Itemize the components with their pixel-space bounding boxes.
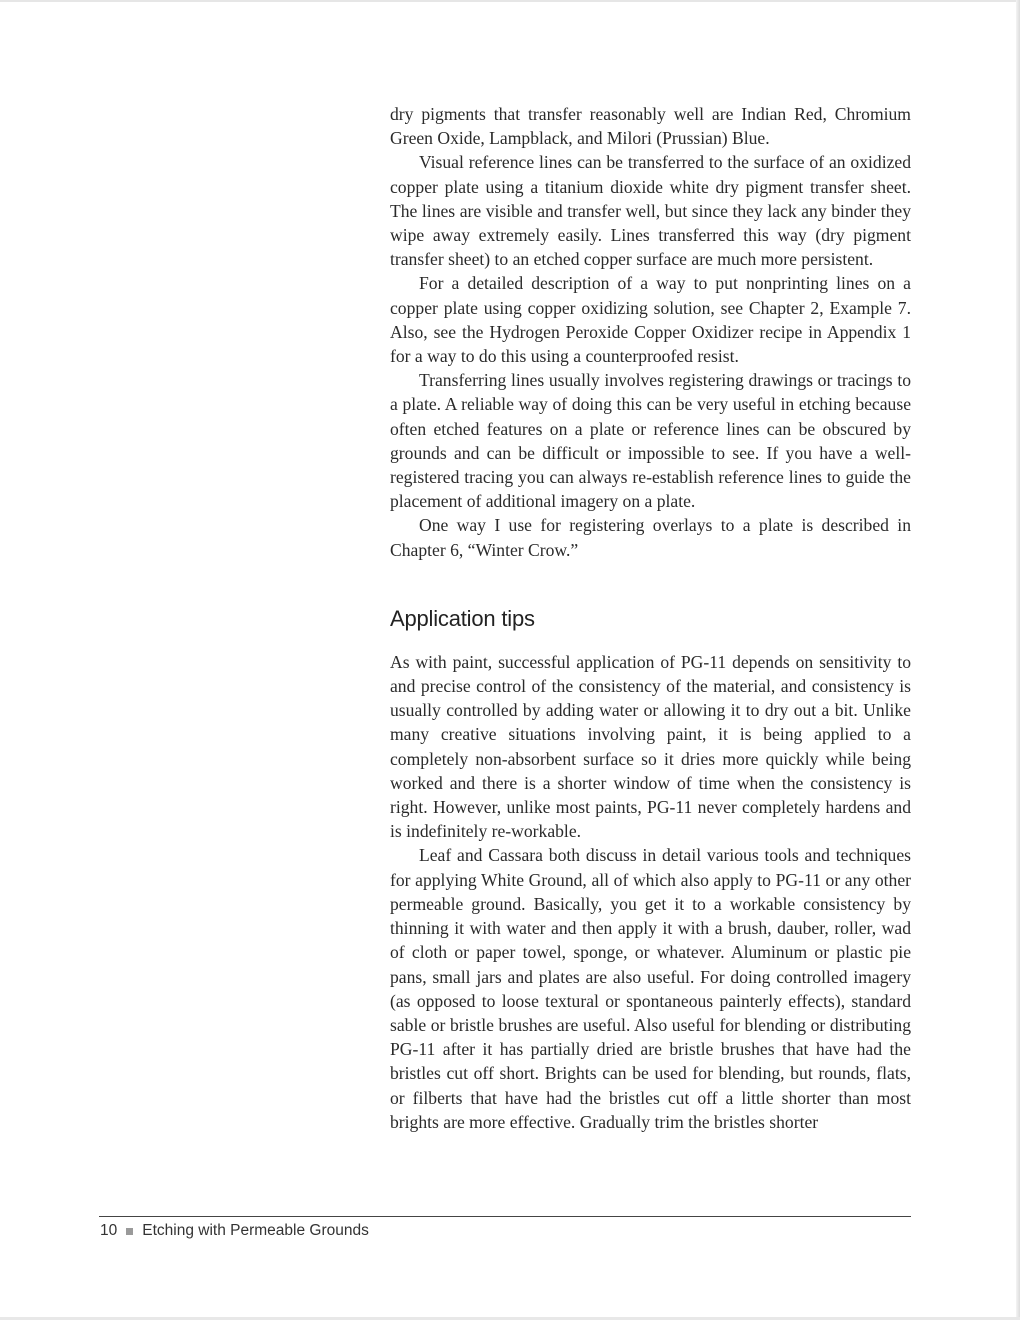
- paragraph-6: As with paint, successful application of PG-11 depends on sensitivity to and precise control of the consistency of the material, and consistency is usually controlled by adding water or allowing it to dry out a bit. Unlike many creative situations involving paint, it is being applied to a completely non-absorbent surface so it dries more quickly while being worked and there is a shorter window of time when the consistency is right. However, unlike most paints, PG-11 never completely hardens and is indefinitely re-workable.: [390, 651, 911, 842]
- section-heading-application-tips: Application tips: [390, 605, 535, 631]
- square-bullet-icon: [126, 1228, 133, 1235]
- page-footer: [99, 1216, 911, 1239]
- paragraph-2: Visual reference lines can be transferred to the surface of an oxidized copper plate using a titanium dioxide white dry pigment transfer sheet. The lines are visible and transfer well, but since they lack any binder they wipe away extremely easily. Lines transferred this way (dry pigment transfer sheet) to an etched copper surface are much more persistent.: [390, 152, 911, 270]
- paragraph-3: For a detailed description of a way to put nonprinting lines on a copper plate using copper oxidizing solution, see Chapter 2, Example 7. Also, see the Hydrogen Peroxide Copper Oxidizer recipe in Appendix 1 for a way to do this using a counterproofed resist.: [390, 273, 911, 367]
- footer-rule: [99, 1216, 911, 1217]
- body-text-column: [390, 102, 911, 1134]
- running-title: Etching with Permeable Grounds: [142, 1222, 369, 1239]
- paragraph-7: Leaf and Cassara both discuss in detail various tools and techniques for applying White Ground, all of which also apply to PG-11 or any other permeable ground. Basically, you get it to a workable consistency by thinning it with water and then apply it with a brush, dauber, roller, wad of cloth or paper towel, sponge, or whatever. Aluminum or plastic pie pans, small jars and plates are also useful. For doing controlled imagery (as opposed to loose textural or spontaneous painterly effects), standard sable or bristle brushes are useful. Also useful for blending or distributing PG-11 after it has partially dried are bristle brushes that have had the bristles cut off short. Brights can be used for blending, but rounds, flats, or filberts that have had the bristles cut off a little shorter than most brights are more effective. Gradually trim the bristles shorter: [390, 845, 911, 1132]
- paragraph-4: Transferring lines usually involves registering drawings or tracings to a plate. A reliable way of doing this can be very useful in etching because often etched features on a plate or reference lines can be obscured by grounds and can be difficult or impossible to see. If you have a well-registered tracing you can always re-establish reference lines to guide the placement of additional imagery on a plate.: [390, 370, 911, 512]
- page-edge-top: [0, 0, 1020, 2]
- paragraph-5: One way I use for registering overlays to a plate is described in Chapter 6, “Winter Crow.”: [390, 515, 911, 560]
- page-number: 10: [100, 1222, 118, 1239]
- footer-text: [100, 1222, 369, 1240]
- paragraph-1: dry pigments that transfer reasonably well are Indian Red, Chromium Green Oxide, Lampblack, and Milori (Prussian) Blue.: [390, 104, 911, 149]
- page-edge-right: [1016, 0, 1020, 1320]
